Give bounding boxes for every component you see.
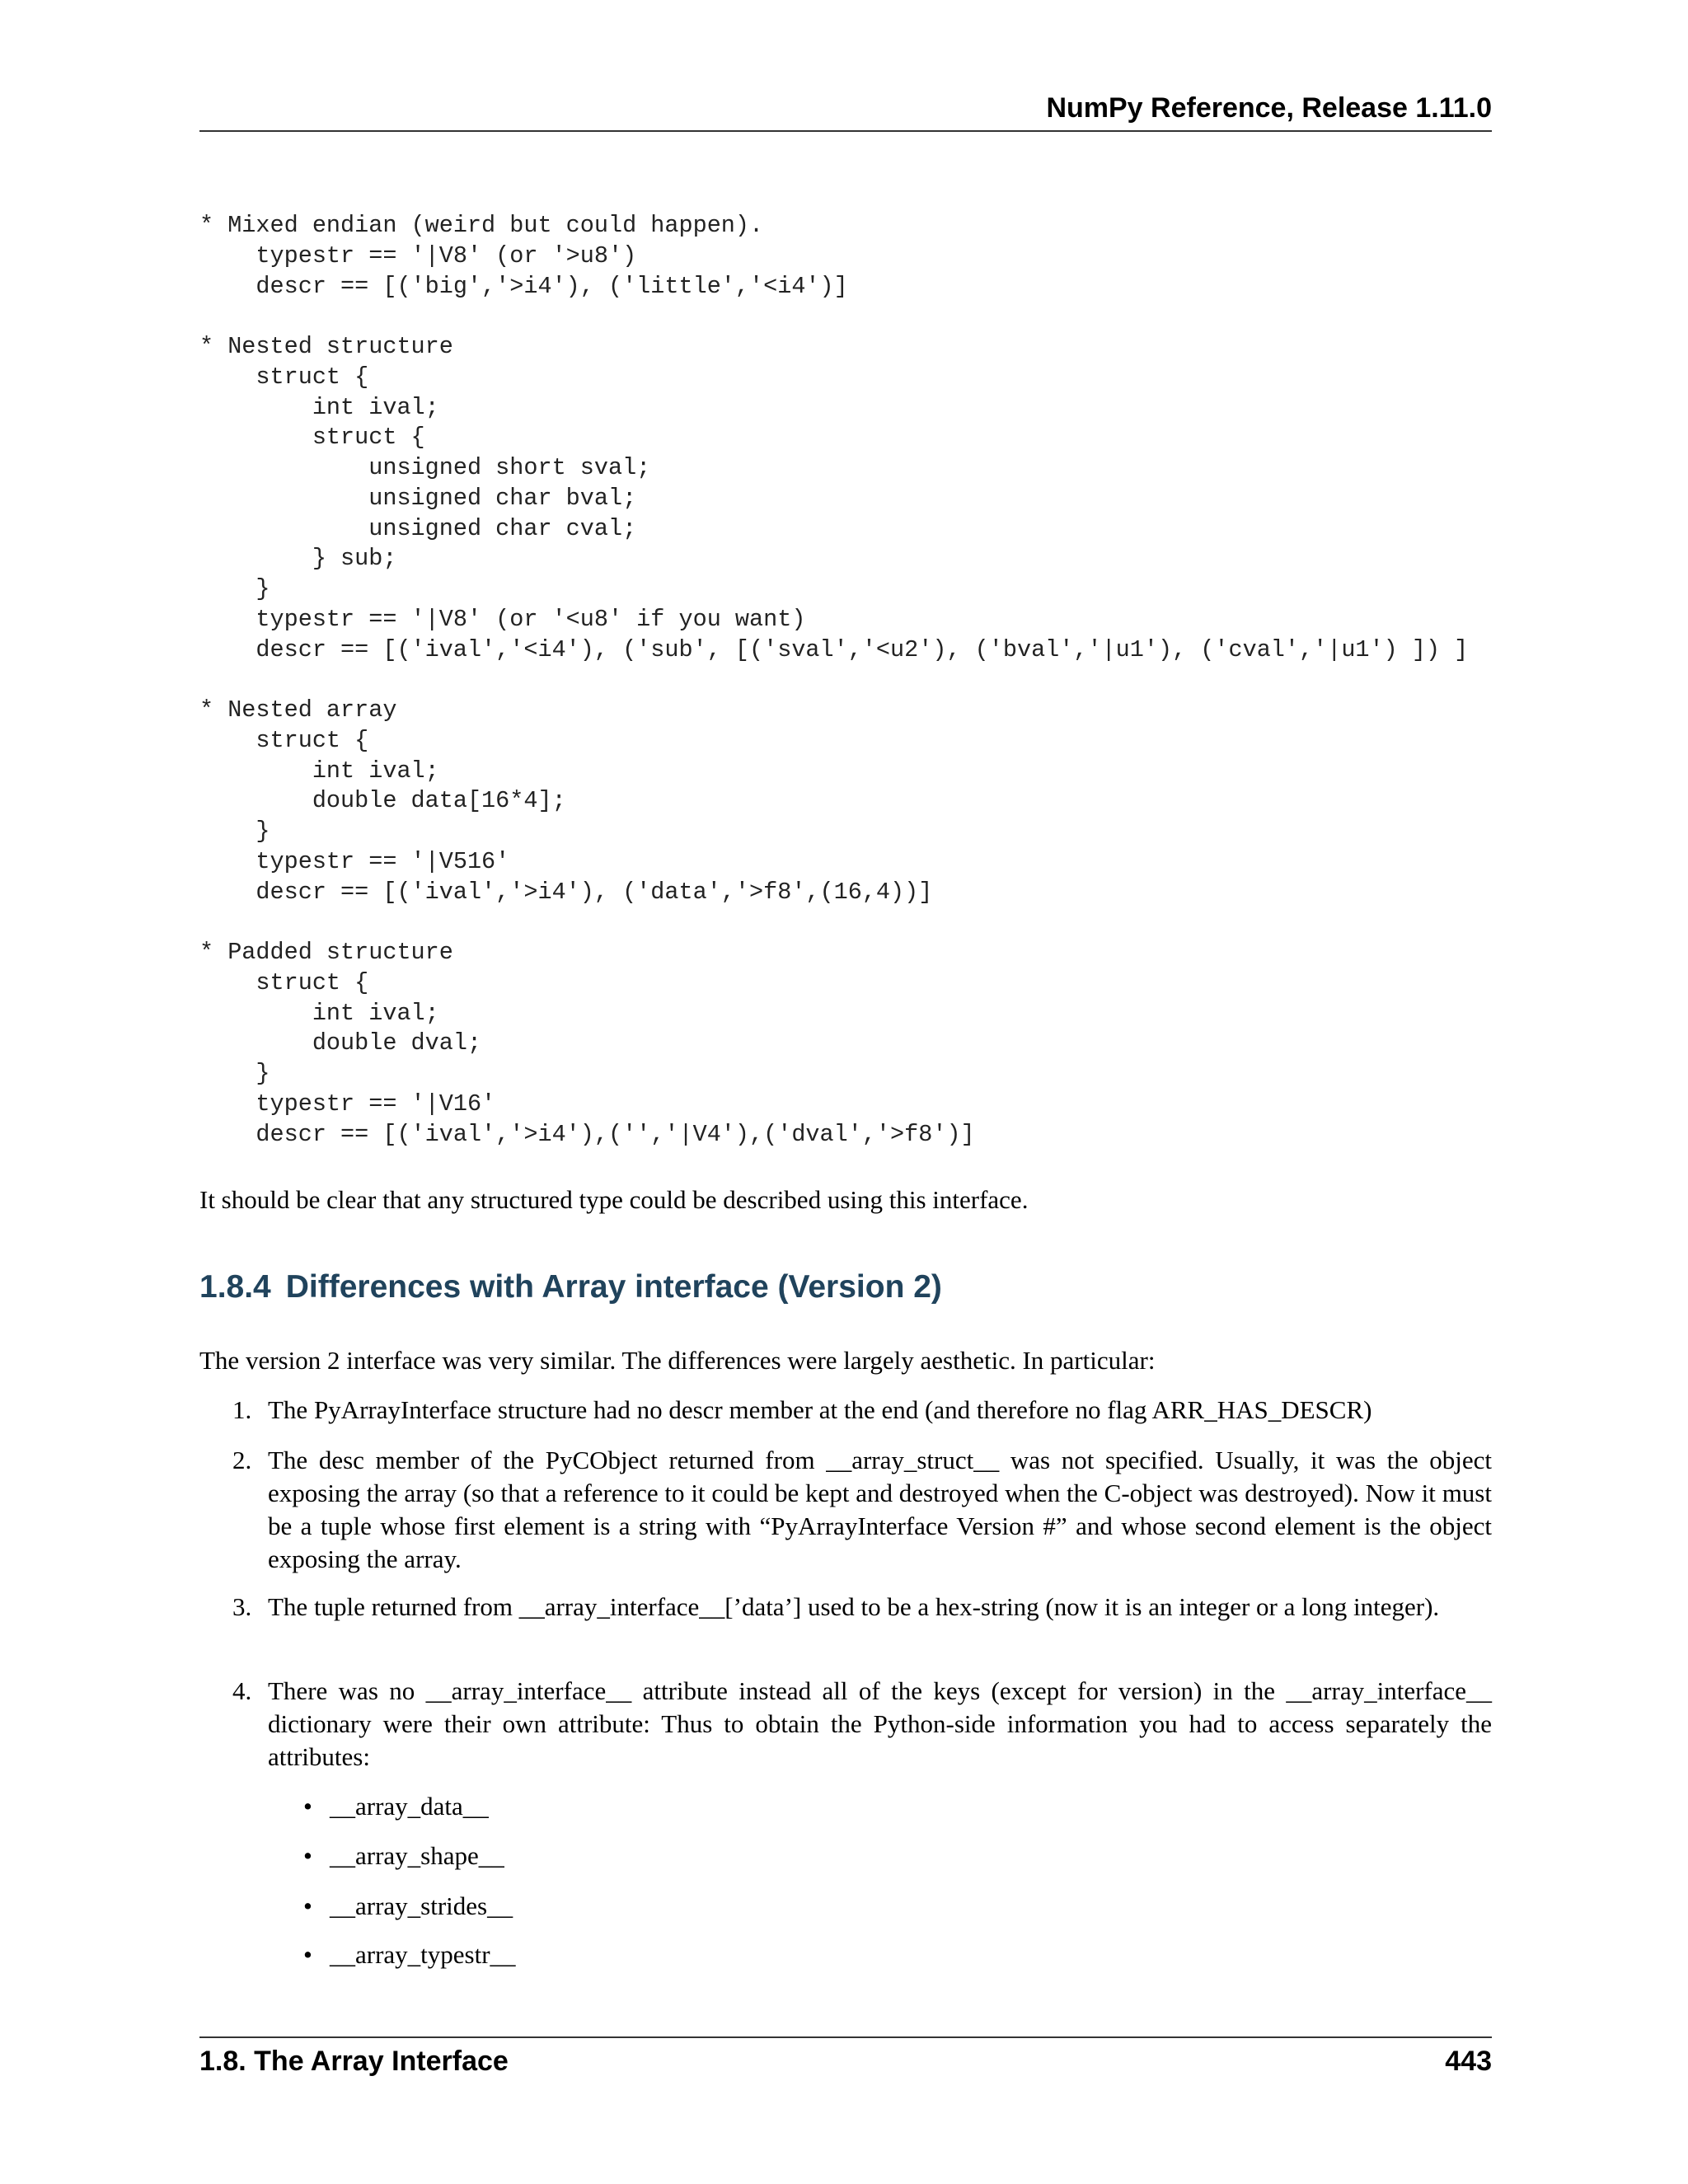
section-title: Differences with Array interface (Version 2) xyxy=(285,1269,942,1305)
bullet-item xyxy=(303,1790,489,1823)
paragraph-structured: It should be clear that any structured type could be described using this interface. xyxy=(199,1185,1029,1214)
running-header: NumPy Reference, Release 1.11.0 xyxy=(1046,92,1492,124)
list-text: The desc member of the PyCObject returned from __array_struct__ was not specified. Usually, it was the object exposing the array (so that a reference to it could be kept and destroyed when the C-object was destroyed). Now it must be a tuple whose first element is a string with “PyArrayInterface Version #” and whose second element is the object exposing the array. xyxy=(268,1446,1492,1573)
list-number: 2. xyxy=(232,1446,252,1474)
bullet-item xyxy=(303,1890,513,1923)
list-text: There was no __array_interface__ attribute instead all of the keys (except for version) in the __array_interface__ dictionary were their own attribute: Thus to obtain the Python-side information you had to access separately the attributes: xyxy=(268,1676,1492,1771)
bullet-text: __array_data__ xyxy=(330,1792,489,1821)
list-item xyxy=(232,1675,1492,1774)
header-rule xyxy=(199,130,1492,132)
list-text: The PyArrayInterface structure had no descr member at the end (and therefore no flag ARR_HAS_DESCR) xyxy=(268,1395,1372,1424)
list-text: The tuple returned from __array_interface__[’data’] used to be a hex-string (now it is an integer or a long integer). xyxy=(268,1592,1440,1621)
page-number: 443 xyxy=(1445,2046,1492,2077)
paragraph-intro: The version 2 interface was very similar. The differences were largely aesthetic. In particular: xyxy=(199,1346,1156,1375)
list-item xyxy=(232,1394,1492,1427)
list-number: 1. xyxy=(232,1395,252,1424)
bullet-item xyxy=(303,1840,504,1872)
bullet-icon: • xyxy=(303,1940,312,1969)
bullet-icon: • xyxy=(303,1792,312,1821)
section-heading xyxy=(199,1269,942,1305)
bullet-item xyxy=(303,1938,516,1971)
footer-rule xyxy=(199,2036,1492,2038)
list-number: 3. xyxy=(232,1592,252,1621)
code-block: * Mixed endian (weird but could happen). typestr == '|V8' (or '>u8') descr == [('big','>i4'), ('little','<i4')] * Nested structure struct { int ival; struct { unsigned short sval; unsigned char bval; unsigned char cval; } sub; } typestr == '|V8' (or '<u8' if you want) descr == [('ival','<i4'), ('sub', [('sval','<u2'), ('bval','|u1'), ('cval','|u1') ]) ] * Nested array struct { int ival; double data[16*4]; } typestr == '|V516' descr == [('ival','>i4'), ('data','>f8',(16,4))] * Padded structure struct { int ival; double dval; } typestr == '|V16' descr == [('ival','>i4'),('','|V4'),('dval','>f8')] xyxy=(199,212,1469,1148)
bullet-icon: • xyxy=(303,1841,312,1870)
list-number: 4. xyxy=(232,1676,252,1705)
bullet-text: __array_shape__ xyxy=(330,1841,504,1870)
section-number: 1.8.4 xyxy=(199,1269,271,1305)
list-item xyxy=(232,1444,1492,1576)
bullet-text: __array_strides__ xyxy=(330,1891,513,1920)
list-item xyxy=(232,1591,1492,1624)
bullet-text: __array_typestr__ xyxy=(330,1940,516,1969)
bullet-icon: • xyxy=(303,1891,312,1920)
footer-section: 1.8. The Array Interface xyxy=(199,2046,509,2077)
